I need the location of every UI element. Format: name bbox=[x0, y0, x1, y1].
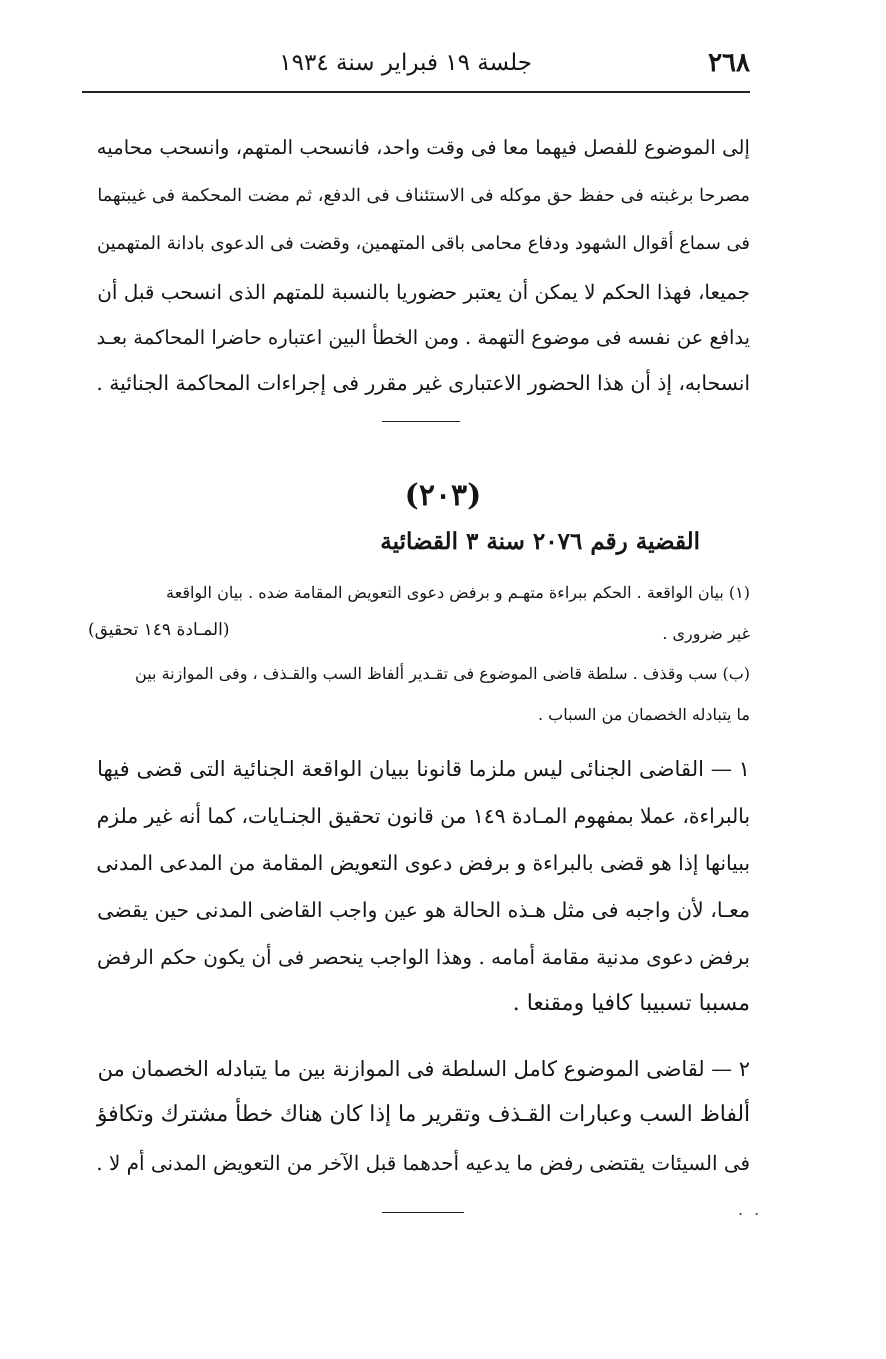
text-line: مصرحا برغبته فى حفظ حق موكله فى الاستئناف فى الدفع، ثم مضت المحكمة فى غيبتهما bbox=[97, 186, 750, 206]
page-number: ٢٦٨ bbox=[708, 48, 750, 78]
text-line: انسحابه، إذ أن هذا الحضور الاعتبارى غير مقرر فى إجراءات المحاكمة الجنائية . bbox=[96, 371, 750, 395]
text-line: يدافع عن نفسه فى موضوع التهمة . ومن الخطأ البين اعتباره حاضرا المحاكمة بعـد bbox=[96, 326, 750, 349]
headnote-line: غير ضرورى . bbox=[662, 624, 750, 643]
text-line: ألفاظ السب وعبارات القـذف وتقرير ما إذا كان هناك خطأ مشترك وتكافؤ bbox=[96, 1102, 750, 1127]
text-line: معـا، لأن واجبه فى مثل هـذه الحالة هو عين واجب القاضى المدنى حين يقضى bbox=[97, 898, 750, 922]
text-line: ١ — القاضى الجنائى ليس ملزما قانونا ببيان الواقعة الجنائية التى قضى فيها bbox=[97, 756, 750, 781]
text-line: فى سماع أقوال الشهود ودفاع محامى باقى المتهمين، وقضت فى الدعوى بادانة المتهمين bbox=[97, 233, 750, 254]
text-line: برفض دعوى مدنية مقامة أمامه . وهذا الواجب ينحصر فى أن يكون حكم الرفض bbox=[97, 945, 750, 969]
text-line: مسببا تسبيبا كافيا ومقنعا . bbox=[512, 991, 750, 1016]
text-line: ٢ — لقاضى الموضوع كامل السلطة فى الموازنة بين ما يتبادله الخصمان من bbox=[97, 1057, 750, 1081]
section-divider bbox=[382, 421, 460, 422]
stray-marks: . . bbox=[738, 1200, 763, 1219]
header-rule bbox=[82, 91, 750, 93]
end-divider bbox=[382, 1212, 464, 1213]
case-number: (٢٠٣) bbox=[404, 478, 482, 513]
article-reference: (المـادة ١٤٩ تحقيق) bbox=[88, 620, 230, 640]
headnote-line: (١) بيان الواقعة . الحكم ببراءة متهـم و برفض دعوى التعويض المقامة ضده . بيان الواقعة bbox=[166, 583, 750, 602]
text-line: إلى الموضوع للفصل فيهما معا فى وقت واحد، فانسحب المتهم، وانسحب محاميه bbox=[96, 136, 750, 159]
headnote-line: ما يتبادله الخصمان من السباب . bbox=[537, 705, 750, 724]
text-line: ببيانها إذا هو قضى بالبراءة و برفض دعوى التعويض المقامة من المدعى المدنى bbox=[96, 851, 750, 875]
session-title: جلسة ١٩ فبراير سنة ١٩٣٤ bbox=[279, 50, 532, 76]
text-line: جميعا، فهذا الحكم لا يمكن أن يعتبر حضوريا بالنسبة للمتهم الذى انسحب قبل أن bbox=[97, 280, 750, 304]
case-title: القضية رقم ٢٠٧٦ سنة ٣ القضائية bbox=[380, 528, 700, 555]
text-line: فى السيئات يقتضى رفض ما يدعيه أحدهما قبل الآخر من التعويض المدنى أم لا . bbox=[96, 1151, 750, 1175]
running-header bbox=[80, 44, 750, 88]
text-line: بالبراءة، عملا بمفهوم المـادة ١٤٩ من قانون تحقيق الجنـايات، كما أنه غير ملزم bbox=[96, 804, 750, 828]
headnote-line: (ب) سب وقذف . سلطة قاضى الموضوع فى تقـدير ألفاظ السب والقـذف ، وفى الموازنة بين bbox=[135, 664, 750, 683]
